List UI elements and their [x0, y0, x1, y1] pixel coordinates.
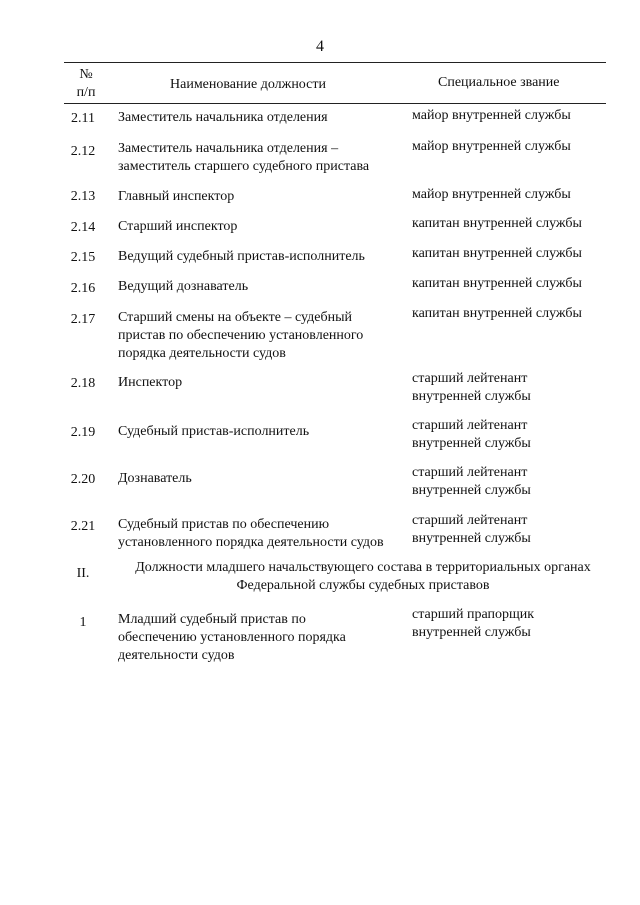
special-rank: старший лейтенант внутренней службы: [412, 513, 531, 546]
position-name: Дознаватель: [118, 471, 192, 486]
row-number: 2.18: [70, 376, 96, 391]
special-rank: старший прапорщик внутренней службы: [412, 607, 535, 640]
special-rank: майор внутренней службы: [412, 187, 571, 202]
position-name: Старший инспектор: [118, 219, 238, 234]
row-number: 2.11: [71, 111, 95, 126]
position-name: Заместитель начальника отделения – заместитель старшего судебного пристава: [118, 141, 370, 174]
table-top-rule: [64, 62, 606, 63]
position-name: Главный инспектор: [118, 189, 235, 204]
row-number: 2.15: [70, 250, 96, 265]
position-name: Судебный пристав-исполнитель: [118, 424, 310, 439]
special-rank: капитан внутренней службы: [412, 306, 582, 321]
position-name: Заместитель начальника отделения: [118, 110, 328, 125]
section-title: Должности младшего начальствующего состава в территориальных органах Федеральной службы судебных приставов: [135, 560, 591, 593]
position-name: Инспектор: [118, 375, 183, 390]
row-number: 2.13: [70, 189, 96, 204]
row-number: 1: [79, 615, 87, 630]
special-rank: старший лейтенант внутренней службы: [412, 465, 531, 498]
special-rank: майор внутренней службы: [412, 108, 571, 123]
special-rank: капитан внутренней службы: [412, 246, 582, 261]
header-special-rank: Специальное звание: [438, 75, 560, 90]
special-rank: капитан внутренней службы: [412, 216, 582, 231]
position-name: Старший смены на объекте – судебный пристав по обеспечению установленного порядка деятельности судов: [118, 310, 364, 361]
page-number: 4: [316, 38, 324, 55]
special-rank: старший лейтенант внутренней службы: [412, 418, 531, 451]
position-name: Ведущий дознаватель: [118, 279, 249, 294]
special-rank: старший лейтенант внутренней службы: [412, 371, 531, 404]
header-position-name: Наименование должности: [170, 77, 326, 92]
row-number: 2.16: [70, 281, 96, 296]
special-rank: майор внутренней службы: [412, 139, 571, 154]
header-num: № п/п: [76, 67, 96, 100]
position-name: Ведущий судебный пристав-исполнитель: [118, 249, 365, 264]
special-rank: капитан внутренней службы: [412, 276, 582, 291]
position-name: Младший судебный пристав по обеспечению установленного порядка деятельности судов: [118, 612, 346, 663]
row-number: 2.17: [70, 312, 96, 327]
table-header-rule: [64, 103, 606, 104]
position-name: Судебный пристав по обеспечению установленного порядка деятельности судов: [118, 517, 384, 550]
row-number: 2.20: [70, 472, 96, 487]
row-number: 2.14: [70, 220, 96, 235]
row-number: 2.19: [70, 425, 96, 440]
row-number: 2.12: [70, 144, 96, 159]
row-number: 2.21: [70, 519, 96, 534]
section-number: II.: [76, 566, 90, 581]
